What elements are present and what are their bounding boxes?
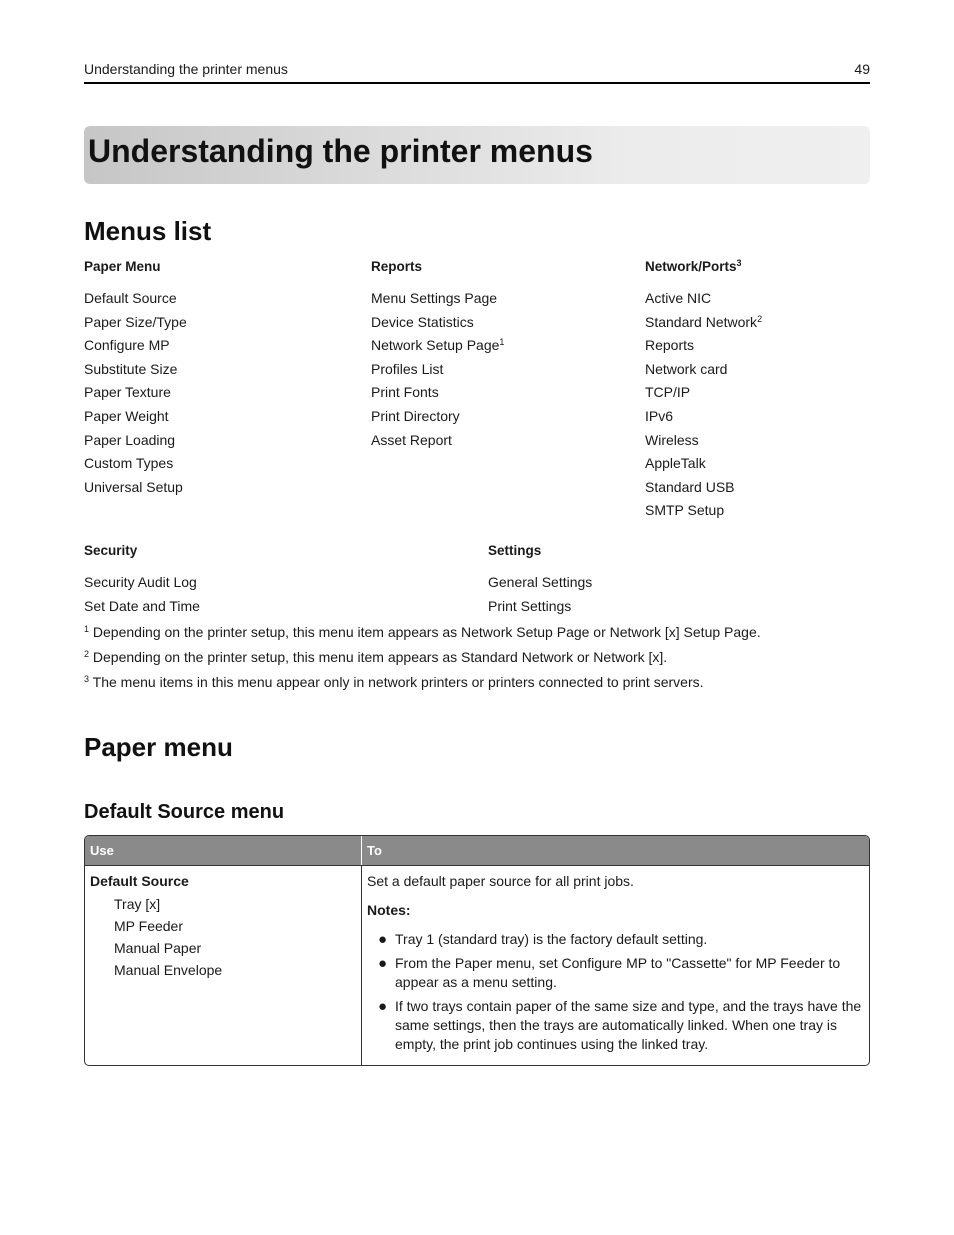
menu-item: Reports <box>645 337 695 354</box>
page-number: 49 <box>854 61 870 77</box>
note-item: ● From the Paper menu, set Configure MP to "Cassette" for MP Feeder to appear as a menu setting. <box>378 955 841 990</box>
chapter-title: Understanding the printer menus <box>88 133 593 169</box>
footnote: $^3$ The menu items in this menu appear only in network printers or printers connected to print servers. <box>84 674 704 690</box>
menu-item: Paper Texture <box>84 384 171 401</box>
menu-column-security <box>84 543 464 620</box>
menu-item: SMTP Setup <box>645 502 725 519</box>
menu-item: Menu Settings Page <box>371 290 498 306</box>
menu-item: IPv6 <box>645 407 674 424</box>
note-item: ● Tray 1 (standard tray) is the factory default setting. <box>378 931 708 948</box>
menu-item: Paper Loading <box>84 431 176 448</box>
menu-item: Active NIC <box>645 290 712 306</box>
menu-column-settings <box>488 543 868 620</box>
menu-item: Substitute Size <box>84 360 178 377</box>
menu-item: Network Setup Page$^1$ <box>371 337 505 354</box>
menu-item: Asset Report <box>371 431 452 448</box>
menu-item: General Settings <box>488 574 593 590</box>
paper-menu-heading: Paper menu <box>84 732 233 762</box>
menu-item: Print Settings <box>488 597 572 614</box>
menu-item: Configure MP <box>84 337 170 354</box>
menu-item: Universal Setup <box>84 478 183 495</box>
default-source-menu-heading: Default Source menu <box>84 801 285 823</box>
menu-item: TCP/IP <box>645 384 691 401</box>
column-title: Network/Ports$^3$ <box>645 258 742 274</box>
setting-option: Tray [x] <box>114 896 161 912</box>
default-source-table <box>84 835 870 1066</box>
menu-item: Security Audit Log <box>84 574 197 590</box>
column-header-use: Use <box>85 836 362 865</box>
notes-label: Notes: <box>367 902 411 918</box>
menu-item: Standard Network$^2$ <box>645 313 763 330</box>
column-title: Paper Menu <box>84 259 161 274</box>
menu-item: Default Source <box>84 290 177 306</box>
chapter-banner <box>84 126 870 184</box>
table-row <box>85 865 869 1065</box>
setting-option: MP Feeder <box>114 918 183 934</box>
footnote: $^1$ Depending on the printer setup, this menu item appears as Network Setup Page or Network [x] Setup Page. <box>84 624 761 640</box>
footnote-ref: 2 <box>757 313 763 324</box>
menu-item: Paper Weight <box>84 407 169 424</box>
menu-item: Custom Types <box>84 455 174 472</box>
footnote-ref: 1 <box>499 337 505 348</box>
menu-item: Network card <box>645 360 728 377</box>
page-header <box>84 60 870 84</box>
menu-item: AppleTalk <box>645 455 706 472</box>
description: Set a default paper source for all print jobs. <box>367 873 634 889</box>
column-title: Settings <box>488 543 542 558</box>
setting-option: Manual Envelope <box>114 962 223 978</box>
footnotes <box>84 623 761 698</box>
setting-name: Default Source <box>90 873 189 889</box>
note-item: ● If two trays contain paper of the same size and type, and the trays have the same settings, then the trays are automatically linked. When one tray is empty, the print job continues using the linked tray. <box>378 998 862 1052</box>
menu-item: Print Directory <box>371 407 460 424</box>
menu-item: Paper Size/Type <box>84 313 187 330</box>
setting-option: Manual Paper <box>114 940 202 956</box>
bullet-icon: ● <box>378 955 388 972</box>
to-cell <box>362 865 869 1065</box>
bullet-icon: ● <box>378 998 388 1015</box>
menu-item: Profiles List <box>371 360 444 377</box>
menu-item: Print Fonts <box>371 384 439 401</box>
running-header-title: Understanding the printer menus <box>84 61 288 77</box>
column-title: Security <box>84 543 138 558</box>
menu-column-reports <box>371 259 631 454</box>
menu-column-network-ports <box>645 259 870 525</box>
use-cell <box>85 865 362 1065</box>
menu-item: Set Date and Time <box>84 597 200 614</box>
column-header-to: To <box>362 836 869 865</box>
bullet-icon: ● <box>378 931 388 948</box>
notes-list <box>367 930 864 1054</box>
footnote: $^2$ Depending on the printer setup, this menu item appears as Standard Network or Network [x]. <box>84 649 668 665</box>
footnote-ref: 3 <box>736 258 742 268</box>
menu-item: Standard USB <box>645 478 735 495</box>
menu-column-paper <box>84 259 344 501</box>
column-title: Reports <box>371 259 423 274</box>
menus-list-heading: Menus list <box>84 216 212 246</box>
menu-item: Device Statistics <box>371 313 474 330</box>
menu-item: Wireless <box>645 431 699 448</box>
